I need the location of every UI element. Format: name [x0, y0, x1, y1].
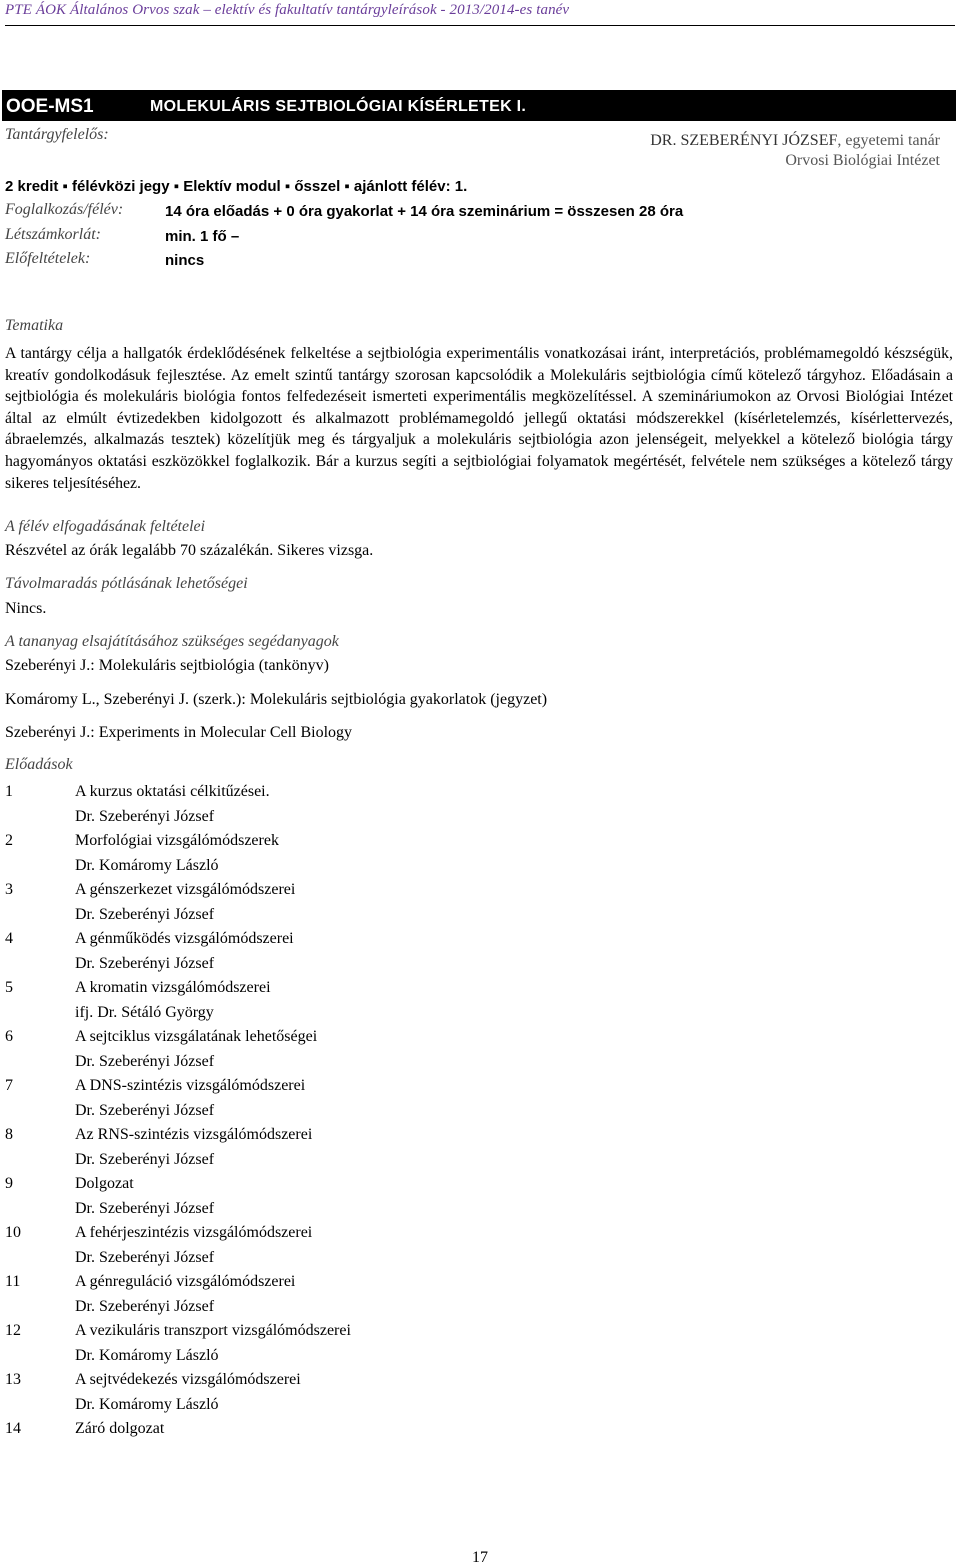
lecture-item — [5, 1074, 605, 1123]
lecture-title: A kurzus oktatási célkitűzései. — [75, 783, 270, 800]
lecture-item — [5, 780, 605, 829]
lecture-lecturer: Dr. Szeberényi József — [75, 1101, 215, 1119]
lecture-item — [5, 927, 605, 976]
lecture-lecturer: Dr. Szeberényi József — [75, 954, 215, 972]
tematika-heading: Tematika — [5, 317, 64, 334]
lecture-number: 3 — [5, 881, 13, 898]
material-item: Komáromy L., Szeberényi J. (szerk.): Molekuláris sejtbiológia gyakorlatok (jegyzet) — [5, 691, 548, 708]
acceptance-text: Részvétel az órák legalább 70 százalékán. Sikeres vizsga. — [5, 542, 374, 559]
lecture-title: Morfológiai vizsgálómódszerek — [75, 832, 279, 849]
tematika-text: A tantárgy célja a hallgatók érdeklődésének felkeltése a sejtbiológia experimentális vonatkozásai iránt, interpretációs, problémamegoldó készségük, kreatív gondolkodásuk fejlesztése. Az emelt szintű tantárgy szorosan kapcsolódik a Molekuláris sejtbiológia című kötelező tárgyhoz. Előadásain a sejtbiológia és molekuláris biológia fontos felfedezéseit ismerteti experimentális megközelítéssel. A szemináriumokon az Orvosi Biológiai Intézet által az elmúlt évtizedekben kidolgozott és alkalmazott problémamegoldó jellegű oktatási módszerekkel (kísérletelemzés, kísérlettervezés, ábraelemzés, alkalmazás tesztek) közelítjük meg és tárgyaljuk a molekuláris sejtbiológia azon jelenségeit, melyekkel a kötelező biológia tárgy hagyományos oktatási eszközökkel foglalkozik. Bár a kurzus segíti a sejtbiológiai folyamatok megértését, felvétele nem szükséges a kötelező tárgy sikeres teljesítéséhez. — [5, 345, 953, 492]
lecture-item — [5, 1417, 605, 1442]
prereq-label: Előfeltételek: — [5, 250, 91, 267]
running-header: PTE ÁOK Általános Orvos szak – elektív és fakultatív tantárgyleírások - 2013/2014-es tanév — [5, 2, 955, 26]
lecture-number: 2 — [5, 832, 13, 849]
course-code: OOE-MS1 — [6, 96, 94, 117]
lecture-lecturer: Dr. Szeberényi József — [75, 905, 215, 923]
lecture-title: A génreguláció vizsgálómódszerei — [75, 1273, 296, 1290]
lecture-item — [5, 829, 605, 878]
lecture-item — [5, 1221, 605, 1270]
lecture-number: 11 — [5, 1273, 21, 1290]
lecture-number: 12 — [5, 1322, 21, 1339]
lecture-lecturer: ifj. Dr. Sétáló György — [75, 1003, 214, 1021]
materials-heading: A tananyag elsajátításához szükséges segédanyagok — [5, 633, 339, 650]
lecture-title: A DNS-szintézis vizsgálómódszerei — [75, 1077, 306, 1094]
lecture-lecturer: Dr. Szeberényi József — [75, 1052, 215, 1070]
lectures-heading: Előadások — [5, 756, 73, 773]
lecture-lecturer: Dr. Szeberényi József — [75, 807, 215, 825]
lecture-number: 13 — [5, 1371, 21, 1388]
lecture-item — [5, 1172, 605, 1221]
institute-name: Orvosi Biológiai Intézet — [785, 152, 940, 169]
course-info-line: 2 kredit ▪ félévközi jegy ▪ Elektív modul ▪ ősszel ▪ ajánlott félév: 1. — [5, 178, 468, 195]
course-title-bar — [2, 90, 956, 121]
lecture-number: 8 — [5, 1126, 13, 1143]
limit-value: min. 1 fő – — [165, 228, 240, 245]
lecture-item — [5, 1025, 605, 1074]
responsible-label: Tantárgyfelelős: — [5, 126, 109, 143]
lecture-title: A sejtciklus vizsgálatának lehetőségei — [75, 1028, 318, 1045]
limit-label: Létszámkorlát: — [5, 226, 101, 243]
lecture-item — [5, 878, 605, 927]
makeup-heading: Távolmaradás pótlásának lehetőségei — [5, 575, 248, 592]
lecture-item — [5, 1123, 605, 1172]
material-item: Szeberényi J.: Molekuláris sejtbiológia (tankönyv) — [5, 657, 329, 674]
lecture-title: A fehérjeszintézis vizsgálómódszerei — [75, 1224, 313, 1241]
responsible-title: , egyetemi tanár — [837, 132, 940, 149]
lecture-lecturer: Dr. Szeberényi József — [75, 1297, 215, 1315]
lecture-list — [5, 780, 605, 1442]
prereq-value: nincs — [165, 252, 205, 269]
course-title: MOLEKULÁRIS SEJTBIOLÓGIAI KÍSÉRLETEK I. — [150, 98, 527, 115]
lecture-item — [5, 976, 605, 1025]
lecture-lecturer: Dr. Komáromy László — [75, 1395, 219, 1413]
acceptance-heading: A félév elfogadásának feltételei — [5, 518, 206, 535]
lecture-number: 6 — [5, 1028, 13, 1045]
lecture-item — [5, 1368, 605, 1417]
lecture-lecturer: Dr. Szeberényi József — [75, 1150, 215, 1168]
lecture-number: 4 — [5, 930, 13, 947]
lecture-number: 9 — [5, 1175, 13, 1192]
lecture-title: A sejtvédekezés vizsgálómódszerei — [75, 1371, 301, 1388]
makeup-text: Nincs. — [5, 600, 47, 617]
lecture-number: 14 — [5, 1420, 21, 1437]
lecture-item — [5, 1270, 605, 1319]
lecture-number: 5 — [5, 979, 13, 996]
lecture-number: 10 — [5, 1224, 21, 1241]
hours-label: Foglalkozás/félév: — [5, 201, 124, 218]
lecture-title: Az RNS-szintézis vizsgálómódszerei — [75, 1126, 313, 1143]
lecture-title: A génműködés vizsgálómódszerei — [75, 930, 294, 947]
lecture-lecturer: Dr. Szeberényi József — [75, 1248, 215, 1266]
lecture-lecturer: Dr. Komáromy László — [75, 856, 219, 874]
lecture-number: 1 — [5, 783, 13, 800]
lecture-title: Dolgozat — [75, 1175, 134, 1192]
lecture-lecturer: Dr. Szeberényi József — [75, 1199, 215, 1217]
page-number: 17 — [472, 1549, 488, 1566]
lecture-number: 7 — [5, 1077, 13, 1094]
responsible-line — [650, 131, 940, 151]
lecture-title: A génszerkezet vizsgálómódszerei — [75, 881, 296, 898]
hours-value: 14 óra előadás + 0 óra gyakorlat + 14 óra szeminárium = összesen 28 óra — [165, 203, 684, 220]
lecture-title: Záró dolgozat — [75, 1420, 165, 1437]
lecture-title: A vezikuláris transzport vizsgálómódszerei — [75, 1322, 351, 1339]
responsible-name: DR. SZEBERÉNYI JÓZSEF — [650, 132, 838, 149]
lecture-title: A kromatin vizsgálómódszerei — [75, 979, 271, 996]
lecture-item — [5, 1319, 605, 1368]
lecture-lecturer: Dr. Komáromy László — [75, 1346, 219, 1364]
responsible-block — [650, 131, 940, 171]
material-item: Szeberényi J.: Experiments in Molecular Cell Biology — [5, 724, 353, 741]
